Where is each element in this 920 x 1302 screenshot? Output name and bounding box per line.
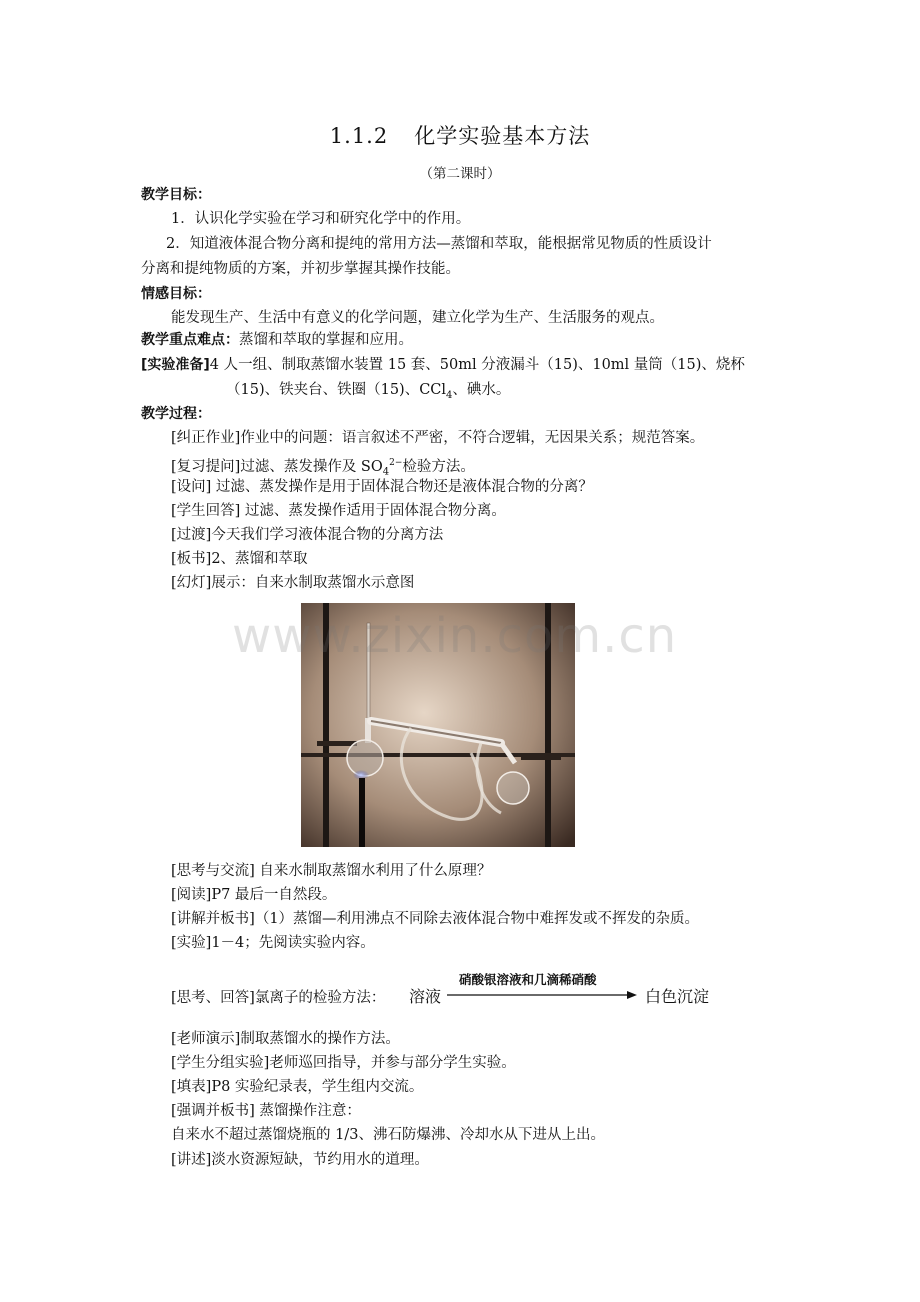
process-p1: [纠正作业]作业中的问题：语言叙述不严密，不符合逻辑，无因果关系；规范答案。 bbox=[171, 430, 705, 446]
page-subtitle: （第二课时） bbox=[419, 166, 501, 182]
objective-2-line1: 2．知道液体混合物分离和提纯的常用方法—蒸馏和萃取，能根据常见物质的性质设计 bbox=[166, 236, 712, 252]
diagram-start: 溶液 bbox=[409, 987, 442, 1006]
watermark: www.zixin.com.cn bbox=[232, 608, 678, 664]
process-p5: [过渡]今天我们学习液体混合物的分离方法 bbox=[171, 527, 444, 543]
process-p9: [阅读]P7 最后一自然段。 bbox=[171, 887, 337, 903]
process-p15: [填表]P8 实验纪录表，学生组内交流。 bbox=[171, 1079, 424, 1095]
process-heading: 教学过程： bbox=[141, 406, 211, 422]
keypoints-heading: 教学重点难点： bbox=[141, 332, 239, 348]
process-p8: [思考与交流] 自来水制取蒸馏水利用了什么原理？ bbox=[171, 863, 492, 879]
objectives-heading: 教学目标： bbox=[141, 187, 211, 203]
keypoints-text: 蒸馏和萃取的掌握和应用。 bbox=[239, 332, 413, 348]
process-p2: [复习提问]过滤、蒸发操作及 $SO_4^{2-}$检验方法。 bbox=[171, 458, 475, 478]
page-title bbox=[0, 120, 920, 150]
prep-line1: 4 人一组、制取蒸馏水装置 15 套、50ml 分液漏斗（15)、10ml 量筒（15)、烧杯 bbox=[209, 357, 745, 373]
prep-line2: （15)、铁夹台、铁圈（15)、CCl$_4$、碘水。 bbox=[226, 382, 511, 401]
process-p7: [幻灯]展示：自来水制取蒸馏水示意图 bbox=[171, 575, 415, 591]
process-p13: [老师演示]制取蒸馏水的操作方法。 bbox=[171, 1031, 400, 1047]
process-p17: 自来水不超过蒸馏烧瓶的 1/3、沸石防爆沸、冷却水从下进从上出。 bbox=[171, 1127, 605, 1143]
chloride-test-diagram bbox=[409, 970, 719, 1010]
diagram-end: 白色沉淀 bbox=[645, 987, 710, 1006]
prep-heading: [实验准备] bbox=[141, 357, 210, 373]
process-p14: [学生分组实验]老师巡回指导，并参与部分学生实验。 bbox=[171, 1055, 516, 1071]
process-p6: [板书]2、蒸馏和萃取 bbox=[171, 551, 308, 567]
diagram-condition: 硝酸银溶液和几滴稀硝酸 bbox=[459, 972, 597, 987]
emotion-text: 能发现生产、生活中有意义的化学问题，建立化学为生产、生活服务的观点。 bbox=[171, 310, 664, 326]
emotion-heading: 情感目标： bbox=[141, 286, 211, 302]
process-p16: [强调并板书] 蒸馏操作注意： bbox=[171, 1103, 361, 1119]
process-p3: [设问] 过滤、蒸发操作是用于固体混合物还是液体混合物的分离？ bbox=[171, 479, 593, 495]
process-p10: [讲解并板书]（1）蒸馏—利用沸点不同除去液体混合物中难挥发或不挥发的杂质。 bbox=[171, 911, 700, 927]
title-text: 化学实验基本方法 bbox=[414, 124, 591, 148]
arrow-head-icon bbox=[627, 991, 637, 999]
title-number: 1.1.2 bbox=[329, 124, 389, 148]
process-p11: [实验]1－4；先阅读实验内容。 bbox=[171, 935, 375, 951]
objective-2-line2: 分离和提纯物质的方案，并初步掌握其操作技能。 bbox=[141, 261, 460, 277]
process-p4: [学生回答] 过滤、蒸发操作适用于固体混合物分离。 bbox=[171, 503, 506, 519]
process-p12: [思考、回答]氯离子的检验方法： bbox=[171, 990, 386, 1006]
objective-1: 1．认识化学实验在学习和研究化学中的作用。 bbox=[171, 211, 471, 227]
process-p18: [讲述]淡水资源短缺，节约用水的道理。 bbox=[171, 1152, 429, 1168]
